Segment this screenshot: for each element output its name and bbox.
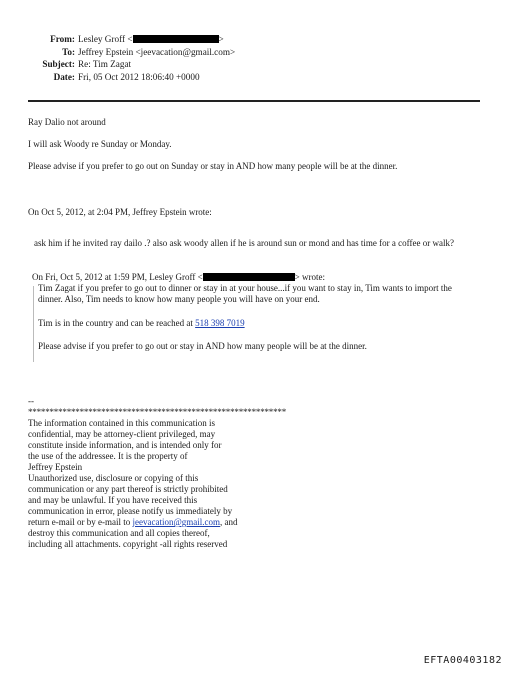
to-label: To: bbox=[62, 46, 75, 57]
reply-intro: On Oct 5, 2012, at 2:04 PM, Jeffrey Epstein wrote: bbox=[28, 207, 212, 217]
subject-label: Subject: bbox=[42, 59, 75, 69]
disclaimer-line: Unauthorized use, disclosure or copying of this bbox=[28, 473, 199, 483]
to-row bbox=[0, 46, 260, 59]
disclaimer-line: constitute inside information, and is intended only for bbox=[28, 440, 222, 450]
from-value: Lesley Groff < bbox=[78, 34, 133, 44]
redaction-bar bbox=[133, 35, 219, 43]
original-paragraph-1: Tim Zagat if you prefer to go out to dinner or stay in at your house...if you want to stay in, Tim wants to import the dinner. Also, Tim needs to know how many people you will have on your end. bbox=[38, 283, 452, 304]
from-row bbox=[0, 33, 260, 46]
from-label: From: bbox=[50, 34, 75, 44]
disclaimer-line: communication in error, please notify us immediately by bbox=[28, 506, 233, 516]
original-intro-start: On Fri, Oct 5, 2012 at 1:59 PM, Lesley Groff < bbox=[32, 272, 203, 282]
subject-value: Re: Tim Zagat bbox=[78, 59, 132, 69]
date-label: Date: bbox=[53, 71, 75, 82]
disclaimer-line bbox=[28, 517, 278, 528]
disclaimer-text: , and bbox=[219, 517, 238, 527]
reply-text: ask him if he invited ray dailo .? also ask woody allen if he is around sun or mond and has time for a coffee or walk? bbox=[34, 238, 454, 248]
disclaimer-line: Jeffrey Epstein bbox=[28, 462, 83, 472]
disclaimer-text: return e-mail or by e-mail to bbox=[28, 517, 133, 527]
disclaimer-line: The information contained in this communication is bbox=[28, 418, 215, 428]
original-paragraph-2 bbox=[38, 318, 478, 329]
original-intro bbox=[32, 272, 325, 283]
disclaimer bbox=[28, 418, 278, 550]
body-line-2: I will ask Woody re Sunday or Monday. bbox=[28, 139, 172, 149]
original-intro-end: > wrote: bbox=[294, 272, 325, 282]
email-header bbox=[0, 33, 260, 83]
to-value: Jeffrey Epstein <jeevacation@gmail.com> bbox=[78, 46, 236, 57]
body-line-3: Please advise if you prefer to go out on Sunday or stay in AND how many people will be at the dinner. bbox=[28, 161, 398, 171]
document-id: EFTA00403182 bbox=[423, 655, 502, 666]
original-paragraph-3: Please advise if you prefer to go out or stay in AND how many people will be at the dinner. bbox=[38, 341, 367, 351]
original-p2-text: Tim is in the country and can be reached at bbox=[38, 318, 196, 328]
header-divider bbox=[28, 100, 480, 102]
subject-row bbox=[0, 58, 260, 71]
disclaimer-line: and may be unlawful. If you have received this bbox=[28, 495, 198, 505]
email-link[interactable]: jeevacation@gmail.com bbox=[132, 517, 220, 527]
quote-bar bbox=[33, 286, 34, 362]
signature-dashes: -- bbox=[28, 396, 34, 406]
disclaimer-line: including all attachments. copyright -all rights reserved bbox=[28, 539, 228, 549]
redaction-bar bbox=[203, 273, 295, 281]
date-value: Fri, 05 Oct 2012 18:06:40 +0000 bbox=[78, 71, 200, 82]
signature-stars: ************************************************************ bbox=[28, 407, 287, 417]
date-row bbox=[0, 71, 260, 84]
disclaimer-line: destroy this communication and all copies thereof, bbox=[28, 528, 210, 538]
disclaimer-line: communication or any part thereof is strictly prohibited bbox=[28, 484, 228, 494]
disclaimer-line: the use of the addressee. It is the property of bbox=[28, 451, 188, 461]
disclaimer-line: confidential, may be attorney-client privileged, may bbox=[28, 429, 216, 439]
body-line-1: Ray Dalio not around bbox=[28, 117, 106, 127]
phone-link[interactable]: 518 398 7019 bbox=[195, 318, 245, 328]
from-tail: > bbox=[218, 34, 224, 44]
